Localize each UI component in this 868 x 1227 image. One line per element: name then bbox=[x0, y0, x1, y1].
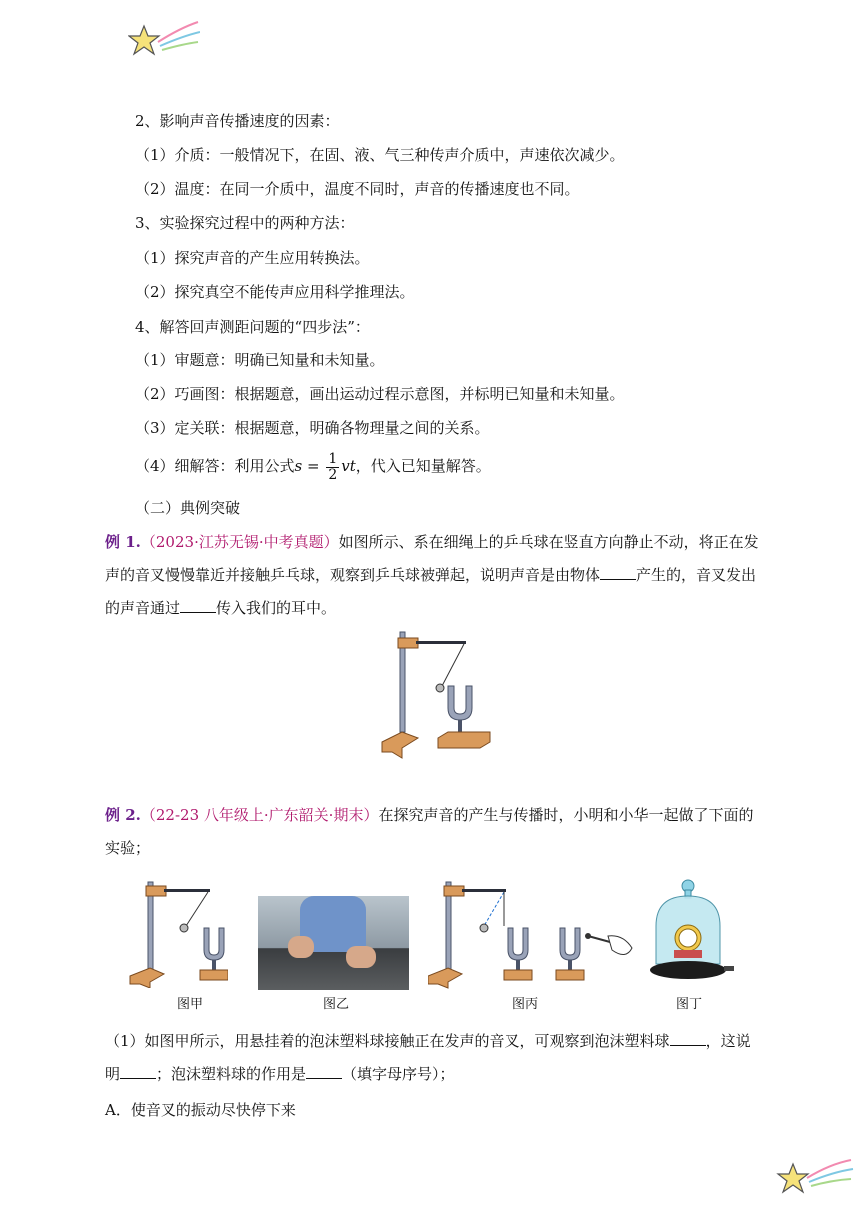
method-reasoning: （2）探究真空不能传声应用科学推理法。 bbox=[135, 283, 415, 301]
figure-ding-bell-jar bbox=[648, 878, 740, 984]
answer-blank[interactable] bbox=[600, 565, 636, 580]
heading-four-steps: 4、解答回声测距问题的“四步法”： bbox=[135, 318, 370, 336]
heading-methods: 3、实验探究过程中的两种方法： bbox=[135, 214, 355, 232]
example-2-source: （22-23 八年级上·广东韶关·期末） bbox=[140, 806, 379, 824]
shooting-star-icon bbox=[775, 1156, 855, 1202]
example-1: 例 1.（2023·江苏无锡·中考真题）如图所示、系在细绳上的乒乓球在竖直方向静止不动，将正在发声的音叉慢慢靠近并接触乒乓球，观察到乒乓球被弹起，说明声音是由物体 产生的，音叉发出的声音通过 传入我们的耳中。 bbox=[105, 533, 759, 617]
formula: s = $\frac{1}{2}$ vt bbox=[294, 450, 356, 483]
step-1: （1）审题意：明确已知量和未知量。 bbox=[135, 351, 385, 369]
answer-blank[interactable] bbox=[306, 1064, 342, 1079]
answer-blank[interactable] bbox=[670, 1031, 706, 1046]
section-title: （二）典例突破 bbox=[135, 499, 241, 517]
figure-bing-illustration bbox=[428, 878, 638, 990]
caption-ding: 图丁 bbox=[676, 997, 703, 1012]
example-1-label: 例 1. bbox=[105, 533, 141, 551]
caption-bing: 图丙 bbox=[512, 997, 539, 1012]
factor-medium: （1）介质：一般情况下，在固、液、气三种传声介质中，声速依次减少。 bbox=[135, 146, 625, 164]
step-4 bbox=[135, 446, 491, 486]
answer-blank[interactable] bbox=[120, 1064, 156, 1079]
step-3: （3）定关联：根据题意，明确各物理量之间的关系。 bbox=[135, 419, 490, 437]
factor-temperature: （2）温度：在同一介质中，温度不同时，声音的传播速度也不同。 bbox=[135, 180, 580, 198]
caption-yi: 图乙 bbox=[323, 997, 350, 1012]
option-a: A．使音叉的振动尽快停下来 bbox=[105, 1101, 296, 1119]
tuning-fork-apparatus-figure bbox=[378, 628, 498, 760]
figure-jia-illustration bbox=[128, 878, 228, 988]
step-4-prefix: （4）细解答：利用公式 bbox=[135, 457, 295, 475]
heading-factors: 2、影响声音传播速度的因素： bbox=[135, 112, 340, 130]
example-2: 例 2.（22-23 八年级上·广东韶关·期末）在探究声音的产生与传播时，小明和小华一起做了下面的实验； bbox=[105, 806, 754, 857]
step-4-suffix: ，代入已知量解答。 bbox=[355, 457, 491, 475]
example-2-label: 例 2. bbox=[105, 806, 141, 824]
shooting-star-icon bbox=[128, 18, 200, 66]
answer-blank[interactable] bbox=[180, 598, 216, 613]
step-2: （2）巧画图：根据题意，画出运动过程示意图，并标明已知量和未知量。 bbox=[135, 385, 625, 403]
question-1: （1）如图甲所示，用悬挂着的泡沫塑料球接触正在发声的音叉，可观察到泡沫塑料球 ，这说明 ；泡沫塑料球的作用是 （填字母序号）； bbox=[105, 1032, 751, 1083]
caption-jia: 图甲 bbox=[177, 997, 204, 1012]
example-1-source: （2023·江苏无锡·中考真题） bbox=[140, 533, 339, 551]
method-conversion: （1）探究声音的产生应用转换法。 bbox=[135, 249, 370, 267]
figure-yi-photo bbox=[258, 896, 409, 990]
